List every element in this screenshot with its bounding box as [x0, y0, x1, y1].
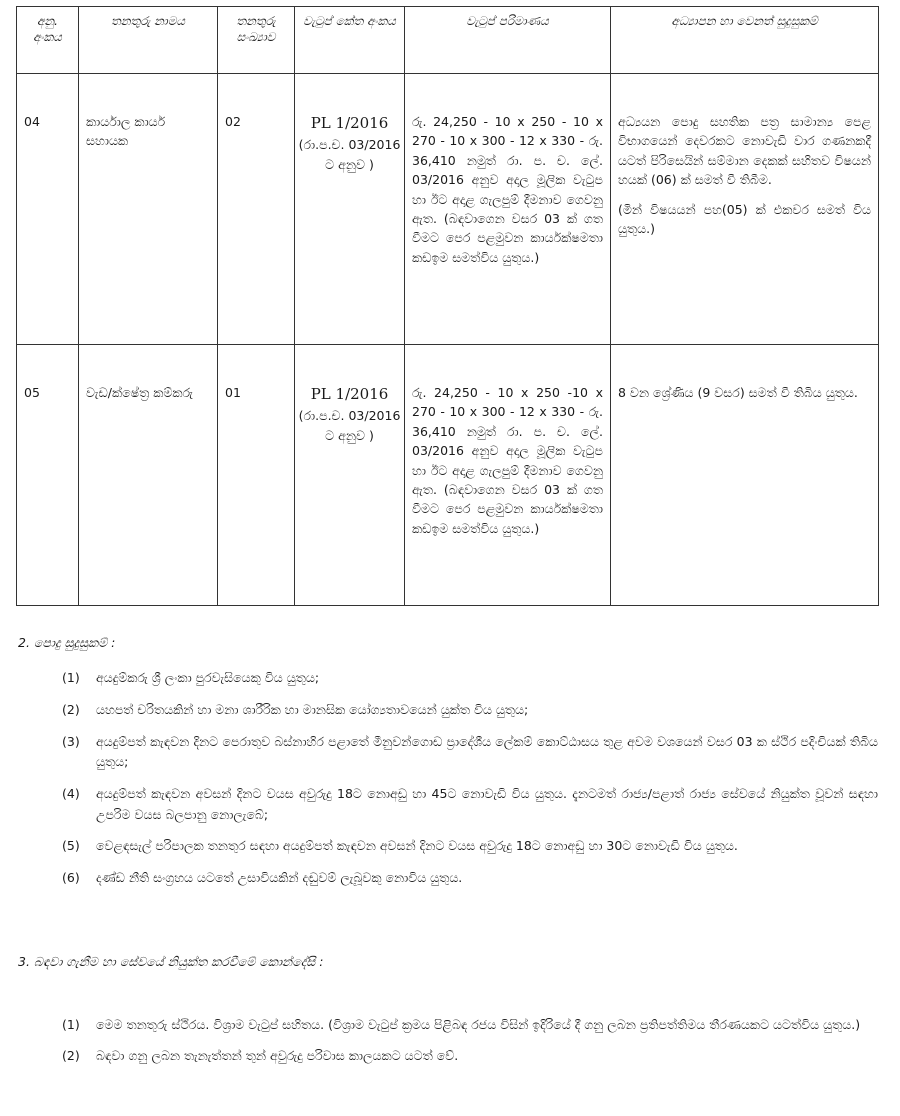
salary-note: නමුත් රා. ප. ච. ලේ. 03/2016 අනුව අදාල මූලික වැටුප හා ඊට අදාළ ගැලපුම් දීමනාව ගෙවනු ඇත.	[412, 423, 603, 497]
salary-scale: රු. 24,250 - 10 x 250 - 10 x 270 - 10 x 300 - 12 x 330 - රු. 36,410	[412, 114, 603, 168]
salary-note: නමුත් රා. ප. ච. ලේ. 03/2016 අනුව අදාල මූලික වැටුප හා ඊට අදාළ ගැලපුම් දීමනාව ගෙවනු ඇත.	[412, 152, 603, 226]
cell-qualifications	[611, 74, 879, 345]
cell-serial-no: 04	[17, 74, 79, 345]
salary-code: PL 1/2016	[310, 385, 389, 403]
qualification-note: (මින් විෂයයන් පහ(05) ක් එකවර සමත් විය යුතුය.)	[618, 201, 871, 236]
cell-salary-code	[295, 345, 405, 606]
item-text: අයදුම්පත් කැඳවන අවසන් දිනට වයස අවුරුදු 18ට නොඅඩු හා 45ට නොවැඩි විය යුතුය. දැනටමත් රාජ්‍ය/පළාත් රාජ්‍ය සේවයේ නියුක්ත වූවන් සඳහා උපරිම වයස බලපානු නොලැබේ;	[96, 785, 878, 822]
list-item	[16, 784, 878, 825]
general-qualifications-list	[16, 668, 878, 888]
salary-code-note: (රා.ප.ච. 03/2016 ට අනුව )	[298, 408, 401, 443]
cell-post-name: වැඩ/ක්ෂේත්‍ර කම්කරු	[79, 345, 218, 606]
header-serial-no: අනු. අංකය	[17, 7, 79, 74]
cell-salary-code	[295, 74, 405, 345]
item-number: (4)	[62, 785, 80, 801]
item-text: වෙළඳසැල් පරිපාලක තනතුර සඳහා අයදුම්පත් කැඳවන අවසන් දිනට වයස අවුරුදු 18ට නොඅඩු හා 30ට නොවැඩි විය යුතුය.	[96, 838, 738, 854]
qualification-main: අධ්‍යයන පොදු සහතික පත්‍ර සාමාන්‍ය පෙළ විභාගයෙන් දෙවරකට නොවැඩි වාර ගණනකදී යටත් පිරිසෙයින් සම්මාන දෙකක් සහිතව විෂයන් හයක් (06) ක් සමත් වී තිබීම.	[618, 114, 871, 188]
salary-code: PL 1/2016	[310, 114, 389, 132]
item-number: (1)	[62, 1017, 80, 1033]
header-salary-scale: වැටුප් පරිමාණය	[405, 7, 611, 74]
cell-post-count: 02	[218, 74, 295, 345]
recruitment-conditions-section	[16, 952, 878, 1067]
item-text: අයදුම්පත් කැඳවන දිනට පෙරාතුව බස්නාහිර පළාතේ මීනුවන්ගොඩ ප්‍රාදේශීය ලේකම් කොට්ඨාසය තුළ අවම වශයෙන් වසර 03 ක ස්ථිර පදිංචියක් තිබිය යුතුය;	[96, 733, 878, 770]
cell-salary-scale	[405, 74, 611, 345]
cell-qualifications	[611, 345, 879, 606]
header-qualifications: අධ්‍යාපන හා වෙනත් සුදුසුකම්	[611, 7, 879, 74]
item-text: දණ්ඩ නීති සංග්‍රහය යටතේ උසාවියකින් දඬුවම් ලැබූවකු නොවිය යුතුය.	[96, 869, 463, 885]
salary-scale: රු. 24,250 - 10 x 250 -10 x 270 - 10 x 300 - 12 x 330 - රු. 36,410	[412, 385, 603, 439]
table-row	[17, 74, 879, 345]
list-item	[16, 700, 878, 721]
list-item	[16, 732, 878, 773]
recruitment-conditions-list	[16, 1015, 878, 1066]
general-qualifications-section	[16, 633, 878, 888]
item-text: අයදුම්කරු ශ්‍රී ලංකා පුරවැසියෙකු විය යුතුය;	[96, 670, 320, 686]
item-number: (2)	[62, 702, 80, 717]
item-text: මෙම තනතුරු ස්ථිරය. විශ්‍රාම වැටුප් සහිතය. (විශ්‍රාම වැටුප් ක්‍රමය පිළිබඳ රජය විසින් ඉදිරියේ දී ගනු ලබන ප්‍රතිපත්තිමය තීරණයකට යටත්විය යුතුය.)	[96, 1017, 861, 1033]
salary-code-note: (රා.ප.ච. 03/2016 ට අනුව )	[298, 137, 401, 172]
posts-table	[16, 6, 879, 606]
cell-post-name: කාර්යාල කාර්ය සහායක	[79, 74, 218, 345]
section-title: 2. පොදු සුදුසුකම් :	[18, 635, 116, 650]
header-post-count: තනතුරු සංඛ්‍යාව	[218, 7, 295, 74]
header-post-name: තනතුරු නාමය	[79, 7, 218, 74]
table-header-row	[17, 7, 879, 74]
list-item	[16, 1046, 878, 1067]
list-item	[16, 1015, 878, 1036]
item-text: යහපත් චරිතයකින් හා මනා ශාරීරික හා මානසික යෝග්‍යතාවයෙන් යුක්ත විය යුතුය;	[96, 702, 529, 717]
salary-condition: (බඳවාගෙන වසර 03 ක් ගත වීමට පෙර පළමුවන කාර්යක්ෂමතා කඩඉම සමත්විය යුතුය.)	[412, 481, 603, 536]
item-number: (2)	[62, 1048, 80, 1063]
item-text: බඳවා ගනු ලබන තැනැත්තන් තුන් අවුරුදු පරිවාස කාලයකට යටත් වේ.	[96, 1048, 459, 1063]
list-item	[16, 868, 878, 889]
item-number: (1)	[62, 670, 80, 686]
item-number: (5)	[62, 838, 80, 854]
cell-post-count: 01	[218, 345, 295, 606]
salary-condition: (බඳවාගෙන වසර 03 ක් ගත වීමට පෙර පළමුවන කාර්යක්ෂමතා කඩඉම සමත්විය යුතුය.)	[412, 210, 603, 265]
list-item	[16, 668, 878, 689]
item-number: (3)	[62, 733, 80, 749]
section-title: 3. බඳවා ගැනීම හා සේවයේ නියුක්ත කරවීමේ කොන්දේසි :	[18, 954, 324, 969]
header-salary-code: වැටුප් කේත අංකය	[295, 7, 405, 74]
qualification-main: 8 වන ශ්‍රේණිය (9 වසර) සමත් වී තිබිය යුතුය.	[618, 385, 858, 400]
cell-serial-no: 05	[17, 345, 79, 606]
cell-salary-scale	[405, 345, 611, 606]
item-number: (6)	[62, 869, 80, 885]
list-item	[16, 836, 878, 857]
table-row	[17, 345, 879, 606]
